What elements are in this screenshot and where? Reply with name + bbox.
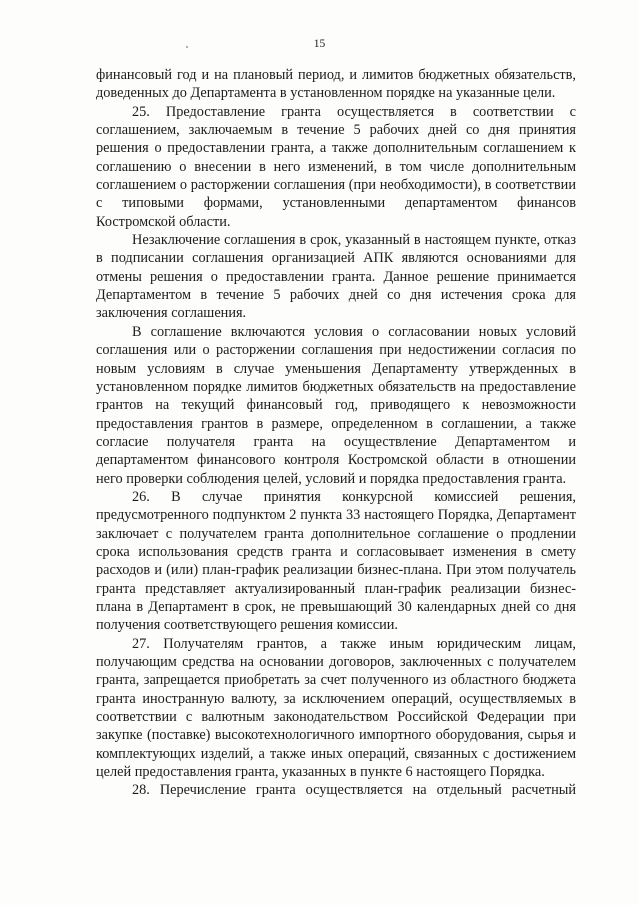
paragraph-item-28: 28. Перечисление гранта осуществляется на отдельный расчетный (132, 782, 576, 799)
scan-speck (186, 46, 188, 48)
page-number: 15 (313, 38, 326, 50)
paragraph-item-26: 26. В случае принятия конкурсной комиссией решения, предусмотренного подпунктом 2 пункта 33 настоящего Порядка, Департамент заключает с получателем гранта дополнительное соглашение о продлении срока использования средств гранта и согласовывает изменения в смету расходов и (или) план-график реализации бизнес-плана. При этом получатель гранта представляет актуализированный план-график реализации бизнес-плана в Департамент в срок, не превышающий 30 календарных дней со дня получения соответствующего решения комиссии. (96, 488, 576, 634)
paragraph-item-27: 27. Получателям грантов, а также иным юридическим лицам, получающим средства на основании договоров, заключенных с получателем гранта, запрещается приобретать за счет полученного из областного бюджета гранта иностранную валюту, за исключением операций, осуществляемых в соответствии с валютным законодательством Российской Федерации при закупке (поставке) высокотехнологичного импортного оборудования, сырья и комплектующих изделий, а также иных операций, связанных с достижением целей предоставления гранта, указанных в пункте 6 настоящего Порядка. (96, 635, 576, 781)
paragraph-item-25: 25. Предоставление гранта осуществляется в соответствии с соглашением, заключаемым в течение 5 рабочих дней со дня принятия решения о предоставлении гранта, а также дополнительным соглашением к соглашению о внесении в него изменений, в том числе дополнительным соглашением о расторжении соглашения (при необходимости), в соответствии с типовыми формами, установленными департаментом финансов Костромской области. (96, 103, 576, 230)
document-body (96, 66, 576, 800)
paragraph-agreement-conditions: В соглашение включаются условия о согласовании новых условий соглашения или о расторжении соглашения при недостижении согласия по новым условиям в случае уменьшения Департаменту утвержденных в установленном порядке лимитов бюджетных обязательств на предоставление грантов на текущий финансовый год, приводящего к невозможности предоставления грантов в размере, определенном в соглашении, а также согласие получателя гранта на осуществление Департаментом и департаментом финансового контроля Костромской области в отношении него проверки соблюдения целей, условий и порядка предоставления гранта. (96, 323, 576, 487)
paragraph-non-conclusion: Незаключение соглашения в срок, указанный в настоящем пункте, отказ в подписании соглашения организацией АПК являются основаниями для отмены решения о предоставлении гранта. Данное решение принимается Департаментом в течение 5 рабочих дней со дня истечения срока для заключения соглашения. (96, 232, 576, 322)
paragraph-continuation: финансовый год и на плановый период, и лимитов бюджетных обязательств, доведенных до Департамента в установленном порядке на указанные цели. (96, 67, 576, 102)
